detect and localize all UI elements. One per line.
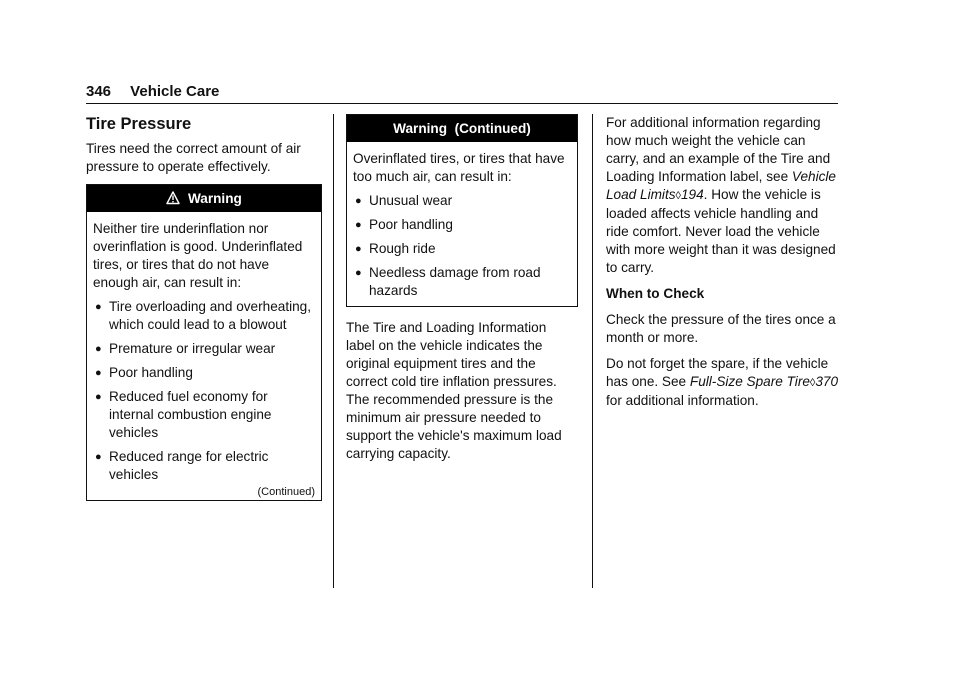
bullet-icon: ● xyxy=(355,243,362,255)
page-number: 346 xyxy=(86,83,112,100)
warning-title: Warning xyxy=(187,191,242,206)
section-heading: Tire Pressure xyxy=(86,115,192,133)
warning-header xyxy=(87,185,321,212)
page-ref-number[interactable]: 370 xyxy=(815,374,839,389)
xref-full-size-spare-tire[interactable]: Full-Size Spare Tire xyxy=(689,374,810,389)
section-title: Vehicle Care xyxy=(130,83,220,100)
list-item: ● Reduced range for electric vehicles xyxy=(95,449,269,482)
list-item: ● Tire overloading and overheating, which could lead to a blowout xyxy=(95,299,312,332)
bullet-icon: ● xyxy=(95,451,102,463)
body-paragraph: The Tire and Loading Information label on the vehicle indicates the original equipment tires and the correct cold tire inflation pressures. The recommended pressure is the minimum air pressure needed to support the vehicle's maximum load carrying capacity. xyxy=(346,320,562,461)
body-paragraph: Check the pressure of the tires once a month or more. xyxy=(606,312,836,345)
list-item: ● Needless damage from road hazards xyxy=(355,265,541,298)
list-item: ● Poor handling xyxy=(95,365,193,380)
bullet-icon: ● xyxy=(355,219,362,231)
column-2 xyxy=(346,114,578,471)
warning-body xyxy=(347,142,577,300)
warning-body xyxy=(87,212,321,498)
page-ref-icon: ◊ xyxy=(675,190,681,202)
warning-box xyxy=(86,184,322,501)
list-item: ● Poor handling xyxy=(355,217,453,232)
bullet-icon: ● xyxy=(355,195,362,207)
xref-vehicle-load-limits[interactable]: Vehicle Load Limits xyxy=(606,169,836,202)
page-header xyxy=(86,82,838,104)
caution-triangle-icon xyxy=(166,191,180,205)
column-1 xyxy=(86,114,322,513)
column-divider xyxy=(333,114,334,588)
warning-list xyxy=(353,192,571,300)
list-item: ● Premature or irregular wear xyxy=(95,341,276,356)
body-paragraph: Do not forget the spare, if the vehicle has one. See Full-Size Spare Tire◊370 for additional information. xyxy=(606,356,839,408)
list-item: ● Unusual wear xyxy=(355,193,453,208)
page-ref-number[interactable]: 194 xyxy=(680,187,704,202)
intro-paragraph: Tires need the correct amount of air pressure to operate effectively. xyxy=(86,141,301,174)
warning-box-continued xyxy=(346,114,578,307)
warning-list xyxy=(93,298,315,484)
body-paragraph: For additional information regarding how much weight the vehicle can carry, and an example of the Tire and Loading Information label, see Vehicle Load Limits◊194. How the vehicle is loaded affects vehicle handling and ride comfort. Never load the vehicle with more weight than it was designed to carry. xyxy=(606,115,836,275)
bullet-icon: ● xyxy=(95,367,102,379)
bullet-icon: ● xyxy=(355,267,362,279)
bullet-icon: ● xyxy=(95,301,102,313)
page-ref-icon: ◊ xyxy=(809,377,816,389)
column-3 xyxy=(606,114,842,418)
continued-label: (Continued) xyxy=(257,486,315,498)
bullet-icon: ● xyxy=(95,343,102,355)
bullet-icon: ● xyxy=(95,391,102,403)
subheading: When to Check xyxy=(606,286,705,301)
warning-text: Neither tire underinflation nor overinflation is good. Underinflated tires, or tires that do not have enough air, can result in: xyxy=(93,221,303,290)
list-item: ● Rough ride xyxy=(355,241,436,256)
warning-text: Overinflated tires, or tires that have too much air, can result in: xyxy=(353,151,565,184)
warning-header: Warning (Continued) xyxy=(347,115,577,142)
list-item: ● Reduced fuel economy for internal combustion engine vehicles xyxy=(95,389,272,440)
column-divider xyxy=(592,114,593,588)
